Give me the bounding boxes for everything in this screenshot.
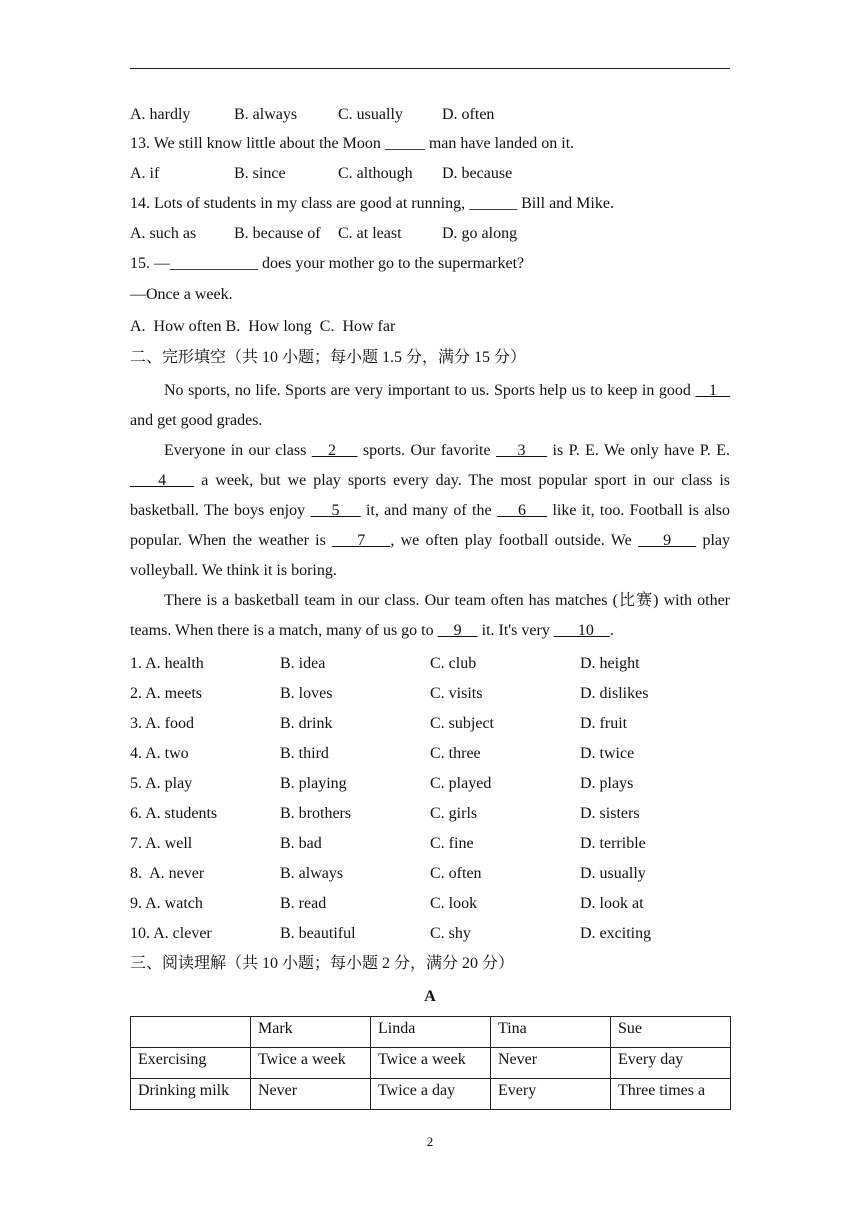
cloze-blank-9: 9 [437, 622, 478, 639]
q14-option-c: C. at least [338, 225, 402, 242]
table-row [131, 1048, 731, 1079]
cloze-blank-6: 6 [496, 502, 548, 519]
cloze-option-8-d: D. usually [580, 865, 646, 882]
cloze-passage [130, 376, 730, 646]
cloze-text: like it, too. Football is also popular. When the weather is [130, 502, 731, 549]
table-cell: Never [491, 1048, 611, 1079]
cloze-blank-4: 4 [130, 472, 195, 489]
cloze-option-3-c: C. subject [430, 715, 494, 732]
cloze-text: There is a basketball team in our class. Our team often has matches (比赛) with other teams. When there is a match, many of us go to [130, 592, 730, 639]
page-number: 2 [426, 1134, 434, 1149]
q13-stem-text-end: man have landed on it. [424, 135, 575, 152]
cloze-option-10-d: D. exciting [580, 925, 652, 942]
cloze-paragraph-2 [130, 436, 730, 586]
table-cell: Never [251, 1079, 371, 1110]
q13-stem [130, 133, 574, 155]
cloze-blank-7: 7 [332, 532, 391, 549]
cloze-text: play volleyball. We think it is boring. [130, 532, 730, 579]
cloze-blank-5: 5 [310, 502, 361, 519]
cloze-option-6-d: D. sisters [580, 805, 640, 822]
header-rule [130, 68, 730, 69]
q15-options: A. How often B. How long C. How far [130, 318, 396, 335]
table-cell: Every day [611, 1048, 731, 1079]
cloze-text: it, and many of the [360, 502, 497, 519]
q14-option-d: D. go along [442, 225, 518, 242]
cloze-text: . [609, 622, 614, 639]
cloze-paragraph-3 [130, 586, 730, 646]
cloze-option-7-a: 7. A. well [130, 835, 193, 852]
cloze-option-1-d: D. height [580, 655, 640, 672]
cloze-text: Everyone in our class [164, 442, 312, 459]
cloze-option-5-d: D. plays [580, 775, 634, 792]
cloze-blank-8: 9 [637, 532, 697, 549]
q14-blank: ______ [469, 195, 518, 212]
cloze-option-6-b: B. brothers [280, 805, 352, 822]
cloze-option-2-b: B. loves [280, 685, 333, 702]
cloze-option-10-a: 10. A. clever [130, 925, 212, 942]
q15-stem-text: 15. — [130, 255, 170, 272]
table-header-cell [131, 1017, 251, 1048]
table-header-cell: Sue [611, 1017, 731, 1048]
cloze-option-3-b: B. drink [280, 715, 333, 732]
cloze-option-2-a: 2. A. meets [130, 685, 202, 702]
cloze-text: , we often play football outside. We [390, 532, 638, 549]
section2-heading: 二、完形填空（共 10 小题；每小题 1.5 分，满分 15 分） [130, 349, 527, 366]
table-cell: Exercising [131, 1048, 251, 1079]
q12-option-a: A. hardly [130, 106, 191, 123]
q12-option-b: B. always [234, 106, 298, 123]
cloze-option-4-a: 4. A. two [130, 745, 189, 762]
cloze-option-6-c: C. girls [430, 805, 478, 822]
table-cell: Twice a week [251, 1048, 371, 1079]
cloze-paragraph-1 [130, 376, 730, 436]
q14-stem [130, 193, 614, 215]
cloze-blank-1: 1 [695, 382, 731, 399]
q15-blank: ___________ [170, 255, 258, 272]
q13-option-a: A. if [130, 165, 160, 182]
q12-option-c: C. usually [338, 106, 403, 123]
cloze-option-2-c: C. visits [430, 685, 483, 702]
cloze-text: a week, but we play sports every day. The most popular sport in our class is basketball. The boys enjoy [130, 472, 731, 519]
q13-option-d: D. because [442, 165, 513, 182]
cloze-option-2-d: D. dislikes [580, 685, 649, 702]
q14-option-b: B. because of [234, 225, 321, 242]
q15-stem-text-end: does your mother go to the supermarket? [258, 255, 525, 272]
cloze-option-8-b: B. always [280, 865, 344, 882]
section3-heading: 三、阅读理解（共 10 小题；每小题 2 分，满分 20 分） [130, 955, 515, 972]
table-cell: Three times a [611, 1079, 731, 1110]
cloze-option-9-d: D. look at [580, 895, 644, 912]
cloze-option-8-a: 8. A. never [130, 865, 205, 882]
habits-table [130, 1016, 731, 1110]
q13-option-c: C. although [338, 165, 413, 182]
q12-option-d: D. often [442, 106, 495, 123]
cloze-option-4-d: D. twice [580, 745, 635, 762]
cloze-blank-2: 2 [311, 442, 358, 459]
cloze-option-10-b: B. beautiful [280, 925, 356, 942]
cloze-text: sports. Our favorite [357, 442, 496, 459]
cloze-option-9-a: 9. A. watch [130, 895, 203, 912]
cloze-option-4-b: B. third [280, 745, 329, 762]
cloze-option-7-c: C. fine [430, 835, 474, 852]
cloze-text: No sports, no life. Sports are very important to us. Sports help us to keep in good [164, 382, 696, 399]
cloze-blank-3: 3 [495, 442, 548, 459]
table-cell: Twice a week [371, 1048, 491, 1079]
cloze-option-9-b: B. read [280, 895, 327, 912]
q13-option-b: B. since [234, 165, 286, 182]
passage-label: A [424, 988, 436, 1005]
cloze-option-7-b: B. bad [280, 835, 322, 852]
cloze-option-1-a: 1. A. health [130, 655, 204, 672]
cloze-option-8-c: C. often [430, 865, 482, 882]
q14-stem-text: 14. Lots of students in my class are good at running, [130, 195, 470, 212]
cloze-option-4-c: C. three [430, 745, 481, 762]
cloze-text: and get good grades. [130, 412, 263, 429]
q15-stem [130, 253, 524, 275]
q14-option-a: A. such as [130, 225, 197, 242]
cloze-option-5-b: B. playing [280, 775, 347, 792]
cloze-option-9-c: C. look [430, 895, 478, 912]
cloze-option-1-b: B. idea [280, 655, 326, 672]
cloze-option-5-c: C. played [430, 775, 492, 792]
q13-stem-text: 13. We still know little about the Moon [130, 135, 385, 152]
cloze-option-3-d: D. fruit [580, 715, 628, 732]
cloze-text: is P. E. We only have P. E. [547, 442, 731, 459]
cloze-text: it. It's very [477, 622, 554, 639]
cloze-option-6-a: 6. A. students [130, 805, 218, 822]
cloze-option-7-d: D. terrible [580, 835, 646, 852]
cloze-option-5-a: 5. A. play [130, 775, 193, 792]
table-header-cell: Mark [251, 1017, 371, 1048]
table-cell: Every [491, 1079, 611, 1110]
cloze-option-3-a: 3. A. food [130, 715, 194, 732]
cloze-blank-10: 10 [553, 622, 610, 639]
table-header-cell: Linda [371, 1017, 491, 1048]
cloze-option-1-c: C. club [430, 655, 477, 672]
q15-answer-line: —Once a week. [130, 286, 233, 303]
table-header-row [131, 1017, 731, 1048]
table-row [131, 1079, 731, 1110]
table-header-cell: Tina [491, 1017, 611, 1048]
cloze-option-10-c: C. shy [430, 925, 471, 942]
table-cell: Drinking milk [131, 1079, 251, 1110]
table-cell: Twice a day [371, 1079, 491, 1110]
q13-blank: _____ [384, 135, 425, 152]
q14-stem-text-end: Bill and Mike. [517, 195, 614, 212]
